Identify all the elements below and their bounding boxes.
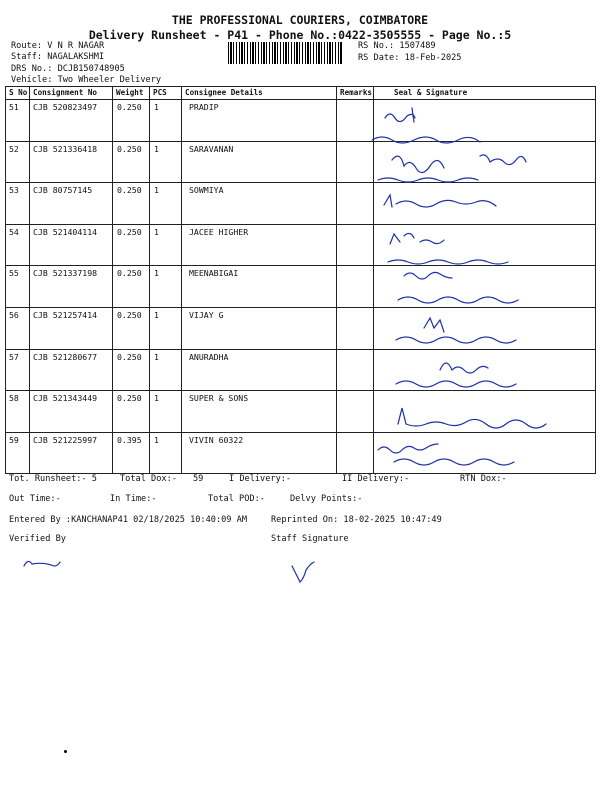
row-consignee: MEENABIGAI bbox=[182, 266, 337, 308]
staff-signature-mark bbox=[292, 562, 314, 582]
vehicle-label: Vehicle: Two Wheeler Delivery bbox=[11, 75, 162, 85]
signature-scribble-57 bbox=[440, 363, 488, 373]
row-weight: 0.250 bbox=[113, 224, 150, 266]
row-consignment: CJB 521404114 bbox=[30, 224, 113, 266]
rs-number: RS No.: 1507489 bbox=[358, 41, 436, 51]
row-pcs: 1 bbox=[150, 141, 182, 183]
rtn-dox: RTN Dox:- bbox=[460, 474, 507, 484]
row-weight: 0.395 bbox=[113, 432, 150, 474]
total-dox-label: Total Dox:- bbox=[120, 474, 177, 484]
total-dox-value: 59 bbox=[193, 474, 204, 484]
row-sno: 58 bbox=[6, 391, 30, 433]
ii-delivery: II Delivery:- bbox=[342, 474, 410, 484]
row-pcs: 1 bbox=[150, 183, 182, 225]
col-consignee: Consignee Details bbox=[182, 87, 337, 100]
signature-scribble-54 bbox=[390, 233, 444, 244]
out-time: Out Time:- bbox=[9, 494, 61, 504]
scan-speck bbox=[64, 750, 67, 753]
row-consignment: CJB 521343449 bbox=[30, 391, 113, 433]
row-consignee: JACEE HIGHER bbox=[182, 224, 337, 266]
row-sno: 55 bbox=[6, 266, 30, 308]
row-pcs: 1 bbox=[150, 100, 182, 142]
signature-scribble-56 bbox=[424, 318, 444, 332]
row-consignment: CJB 521337198 bbox=[30, 266, 113, 308]
row-sno: 52 bbox=[6, 141, 30, 183]
col-signature: Seal & Signature bbox=[374, 87, 596, 100]
delvy-points: Delvy Points:- bbox=[290, 494, 363, 504]
signature-number-51 bbox=[372, 137, 480, 143]
row-consignment: CJB 521280677 bbox=[30, 349, 113, 391]
row-weight: 0.250 bbox=[113, 391, 150, 433]
staff-signature-label: Staff Signature bbox=[271, 534, 349, 544]
staff-label: Staff: NAGALAKSHMI bbox=[11, 52, 105, 62]
row-consignee: SOWMIYA bbox=[182, 183, 337, 225]
signature-scribble-51 bbox=[385, 108, 415, 122]
rs-date: RS Date: 18-Feb-2025 bbox=[358, 53, 462, 63]
row-consignee: VIJAY G bbox=[182, 307, 337, 349]
row-consignment: CJB 521257414 bbox=[30, 307, 113, 349]
row-pcs: 1 bbox=[150, 391, 182, 433]
col-remarks: Remarks bbox=[337, 87, 374, 100]
i-delivery: I Delivery:- bbox=[229, 474, 292, 484]
signature-scribble-52 bbox=[392, 155, 526, 173]
signature-scribble-58 bbox=[398, 408, 546, 428]
signature-scribble-59 bbox=[378, 444, 438, 453]
col-sno: S No bbox=[6, 87, 30, 100]
row-consignee: VIVIN 60322 bbox=[182, 432, 337, 474]
row-consignee: PRADIP bbox=[182, 100, 337, 142]
row-weight: 0.250 bbox=[113, 307, 150, 349]
row-sno: 56 bbox=[6, 307, 30, 349]
row-weight: 0.250 bbox=[113, 100, 150, 142]
row-pcs: 1 bbox=[150, 266, 182, 308]
row-sno: 54 bbox=[6, 224, 30, 266]
row-consignment: CJB 520823497 bbox=[30, 100, 113, 142]
signature-number-55 bbox=[398, 297, 518, 303]
row-weight: 0.250 bbox=[113, 266, 150, 308]
row-weight: 0.250 bbox=[113, 183, 150, 225]
drs-number: DRS No.: DCJB150748905 bbox=[11, 64, 125, 74]
route-label: Route: V N R NAGAR bbox=[11, 41, 105, 51]
row-pcs: 1 bbox=[150, 224, 182, 266]
col-consignment: Consignment No bbox=[30, 87, 113, 100]
entered-by: Entered By :KANCHANAP41 02/18/2025 10:40:09 AM bbox=[9, 515, 247, 525]
company-title: THE PROFESSIONAL COURIERS, COIMBATORE bbox=[171, 13, 429, 27]
in-time: In Time:- bbox=[110, 494, 157, 504]
row-sno: 59 bbox=[6, 432, 30, 474]
tot-runsheet: Tot. Runsheet:- 5 bbox=[9, 474, 97, 484]
col-weight: Weight bbox=[113, 87, 150, 100]
row-weight: 0.250 bbox=[113, 141, 150, 183]
signature-scribble-55 bbox=[404, 272, 452, 279]
row-pcs: 1 bbox=[150, 432, 182, 474]
row-sno: 53 bbox=[6, 183, 30, 225]
verified-by-label: Verified By bbox=[9, 534, 66, 544]
signature-number-52 bbox=[378, 178, 478, 182]
signature-number-57 bbox=[396, 381, 516, 387]
row-consignment: CJB 521225997 bbox=[30, 432, 113, 474]
row-sno: 57 bbox=[6, 349, 30, 391]
reprinted-on: Reprinted On: 18-02-2025 10:47:49 bbox=[271, 515, 442, 525]
signature-number-56 bbox=[396, 337, 516, 343]
row-consignment: CJB 80757145 bbox=[30, 183, 113, 225]
signature-number-59 bbox=[394, 459, 514, 465]
runsheet-subtitle: Delivery Runsheet - P41 - Phone No.:0422-3505555 - Page No.:5 bbox=[88, 28, 512, 42]
row-pcs: 1 bbox=[150, 349, 182, 391]
row-consignment: CJB 521336418 bbox=[30, 141, 113, 183]
row-weight: 0.250 bbox=[113, 349, 150, 391]
row-consignee: ANURADHA bbox=[182, 349, 337, 391]
row-sno: 51 bbox=[6, 100, 30, 142]
signature-number-54 bbox=[388, 260, 508, 264]
row-consignee: SARAVANAN bbox=[182, 141, 337, 183]
verified-by-signature bbox=[24, 561, 60, 566]
row-consignee: SUPER & SONS bbox=[182, 391, 337, 433]
signature-scribble-53 bbox=[384, 195, 496, 207]
row-pcs: 1 bbox=[150, 307, 182, 349]
total-pod: Total POD:- bbox=[208, 494, 265, 504]
col-pcs: PCS bbox=[150, 87, 182, 100]
